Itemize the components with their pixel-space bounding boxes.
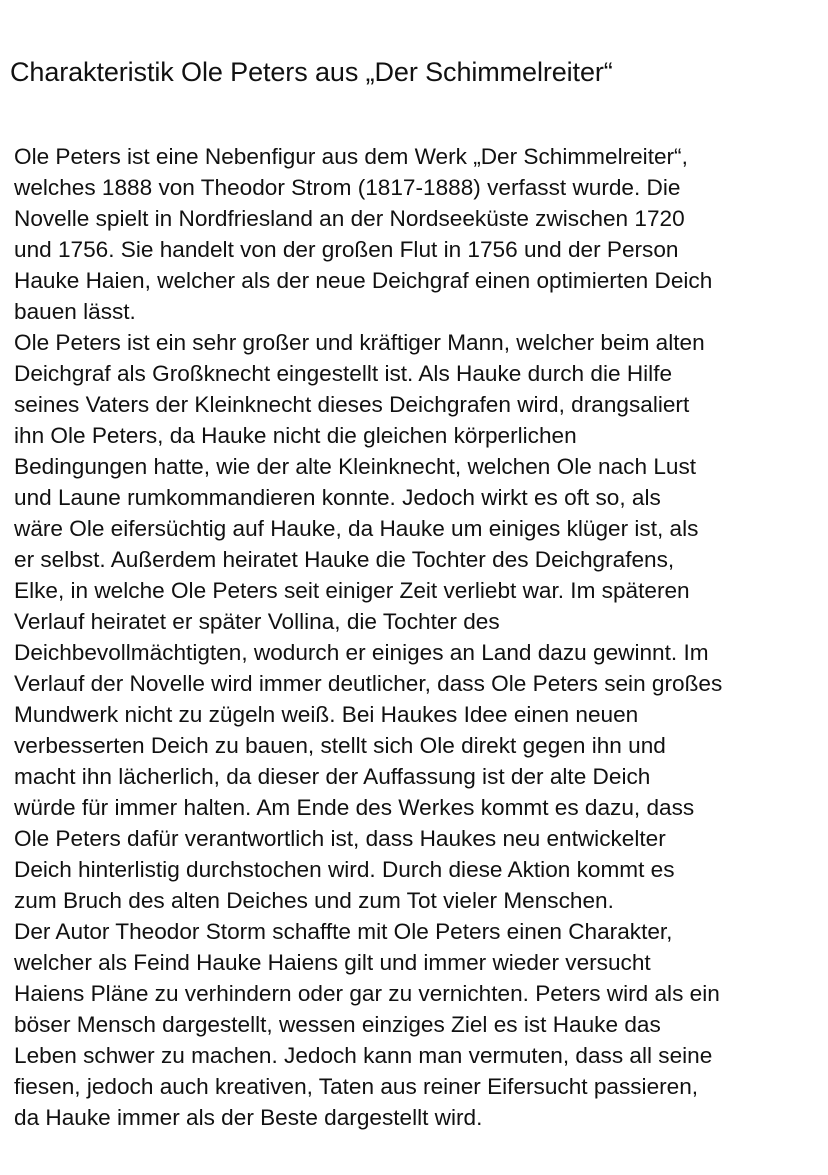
text-line: zum Bruch des alten Deiches und zum Tot vieler Menschen.	[14, 888, 614, 913]
text-line: er selbst. Außerdem heiratet Hauke die Tochter des Deichgrafens,	[14, 547, 675, 572]
text-line: welches 1888 von Theodor Strom (1817-1888) verfasst wurde. Die	[14, 175, 681, 200]
text-line: Leben schwer zu machen. Jedoch kann man vermuten, dass all seine	[14, 1043, 713, 1068]
text-line: Hauke Haien, welcher als der neue Deichgraf einen optimierten Deich	[14, 268, 713, 293]
text-line: Ole Peters ist ein sehr großer und kräftiger Mann, welcher beim alten	[14, 330, 705, 355]
text-line: Deich hinterlistig durchstochen wird. Durch diese Aktion kommt es	[14, 857, 675, 882]
text-line: und Laune rumkommandieren konnte. Jedoch wirkt es oft so, als	[14, 485, 661, 510]
text-line: seines Vaters der Kleinknecht dieses Deichgrafen wird, drangsaliert	[14, 392, 690, 417]
text-line: bauen lässt.	[14, 299, 136, 324]
text-line: Mundwerk nicht zu zügeln weiß. Bei Haukes Idee einen neuen	[14, 702, 639, 727]
text-line: Verlauf der Novelle wird immer deutlicher, dass Ole Peters sein großes	[14, 671, 723, 696]
text-line: fiesen, jedoch auch kreativen, Taten aus reiner Eifersucht passieren,	[14, 1074, 699, 1099]
text-line: Deichgraf als Großknecht eingestellt ist. Als Hauke durch die Hilfe	[14, 361, 673, 386]
text-line: Ole Peters ist eine Nebenfigur aus dem Werk „Der Schimmelreiter“,	[14, 144, 688, 169]
text-line: Ole Peters dafür verantwortlich ist, dass Haukes neu entwickelter	[14, 826, 666, 851]
text-line: Bedingungen hatte, wie der alte Kleinknecht, welchen Ole nach Lust	[14, 454, 697, 479]
text-line: da Hauke immer als der Beste dargestellt wird.	[14, 1105, 483, 1130]
text-line: und 1756. Sie handelt von der großen Flut in 1756 und der Person	[14, 237, 679, 262]
document-body	[14, 141, 826, 1133]
text-line: Haiens Pläne zu verhindern oder gar zu vernichten. Peters wird als ein	[14, 981, 720, 1006]
text-line: verbesserten Deich zu bauen, stellt sich Ole direkt gegen ihn und	[14, 733, 666, 758]
text-line: Novelle spielt in Nordfriesland an der Nordseeküste zwischen 1720	[14, 206, 685, 231]
text-line: Deichbevollmächtigten, wodurch er einiges an Land dazu gewinnt. Im	[14, 640, 709, 665]
document-title: Charakteristik Ole Peters aus „Der Schimmelreiter“	[10, 57, 613, 87]
text-line: würde für immer halten. Am Ende des Werkes kommt es dazu, dass	[14, 795, 695, 820]
text-line: wäre Ole eifersüchtig auf Hauke, da Hauke um einiges klüger ist, als	[14, 516, 699, 541]
text-line: Verlauf heiratet er später Vollina, die Tochter des	[14, 609, 500, 634]
text-line: welcher als Feind Hauke Haiens gilt und immer wieder versucht	[14, 950, 651, 975]
text-line: Elke, in welche Ole Peters seit einiger Zeit verliebt war. Im späteren	[14, 578, 690, 603]
text-line: böser Mensch dargestellt, wessen einziges Ziel es ist Hauke das	[14, 1012, 661, 1037]
text-line: Der Autor Theodor Storm schaffte mit Ole Peters einen Charakter,	[14, 919, 673, 944]
text-line: ihn Ole Peters, da Hauke nicht die gleichen körperlichen	[14, 423, 577, 448]
text-line: macht ihn lächerlich, da dieser der Auffassung ist der alte Deich	[14, 764, 651, 789]
